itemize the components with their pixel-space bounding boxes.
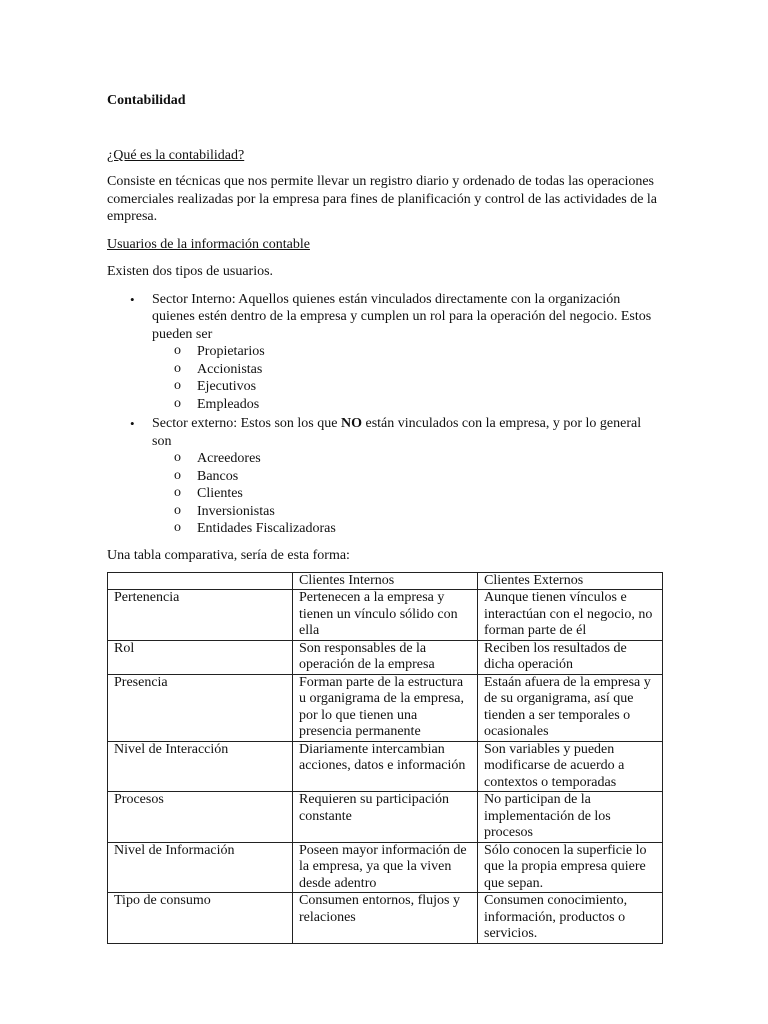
circle-bullet-icon: o	[174, 467, 181, 483]
circle-bullet-icon: o	[174, 450, 181, 465]
table-row	[108, 640, 663, 674]
table-row-label: Presencia	[108, 674, 293, 741]
circle-bullet-icon: o	[174, 343, 181, 358]
table-row	[108, 842, 663, 893]
list-item	[152, 468, 663, 486]
table-cell: Poseen mayor información de la empresa, ya que la viven desde adentro	[293, 842, 478, 893]
list-item	[152, 396, 663, 414]
table-cell: Consumen entornos, flujos y relaciones	[293, 893, 478, 944]
circle-bullet-icon: o	[174, 520, 181, 535]
sector-internal-text: Sector Interno: Aquellos quienes están vinculados directamente con la organización quienes estén dentro de la empresa y cumplen un rol para la operación del negocio. Estos pueden ser	[152, 291, 652, 342]
table-row-label: Nivel de Información	[108, 842, 293, 893]
list-item-label: Clientes	[197, 486, 243, 501]
table-row	[108, 590, 663, 641]
table-header-cell: Clientes Internos	[293, 572, 478, 590]
table-cell: Son responsables de la operación de la empresa	[293, 640, 478, 674]
list-item	[152, 378, 663, 396]
table-intro: Una tabla comparativa, sería de esta forma:	[107, 547, 350, 563]
circle-bullet-icon: o	[174, 395, 181, 411]
circle-bullet-icon: o	[174, 502, 181, 518]
table-row-label: Procesos	[108, 792, 293, 843]
table-cell: Son variables y pueden modificarse de acuerdo a contextos o temporadas	[478, 741, 663, 792]
table-cell: Sólo conocen la superficie lo que la propia empresa quiere que sepan.	[478, 842, 663, 893]
document-title: Contabilidad	[107, 93, 186, 108]
list-item-label: Acreedores	[197, 451, 261, 466]
sector-list	[107, 291, 663, 538]
table-row-label: Pertenencia	[108, 590, 293, 641]
list-item-label: Entidades Fiscalizadoras	[197, 521, 336, 536]
list-item-label: Empleados	[197, 396, 260, 412]
table-cell: Pertenecen a la empresa y tienen un vínculo sólido con ella	[293, 590, 478, 641]
table-body	[108, 590, 663, 944]
table-row-label: Nivel de Interacción	[108, 741, 293, 792]
list-item-label: Propietarios	[197, 344, 265, 359]
list-item-label: Accionistas	[197, 361, 263, 377]
bullet-icon: •	[130, 416, 135, 431]
bullet-icon: •	[130, 291, 135, 307]
users-heading: Usuarios de la información contable	[107, 236, 310, 252]
table-header-cell: Clientes Externos	[478, 572, 663, 590]
list-item	[152, 485, 663, 503]
table-row-label: Rol	[108, 640, 293, 674]
users-intro: Existen dos tipos de usuarios.	[107, 263, 274, 279]
list-item	[152, 450, 663, 468]
table-cell: Aunque tienen vínculos e interactúan con el negocio, no forman parte de él	[478, 590, 663, 641]
document-body	[107, 92, 663, 944]
list-item	[152, 343, 663, 361]
table-cell: Diariamente intercambian acciones, datos e información	[293, 741, 478, 792]
table-row	[108, 741, 663, 792]
definition-paragraph: Consiste en técnicas que nos permite llevar un registro diario y ordenado de todas las operaciones comerciales realizadas por la empresa para fines de planificación y control de las actividades de la empresa.	[107, 174, 658, 224]
list-item-label: Inversionistas	[197, 503, 275, 519]
table-cell: Estaán afuera de la empresa y de su organigrama, así que tienden a ser temporales o ocasionales	[478, 674, 663, 741]
table-cell: No participan de la implementación de los procesos	[478, 792, 663, 843]
table-header-row	[108, 572, 663, 590]
list-item	[152, 520, 663, 538]
comparison-table	[107, 572, 663, 944]
circle-bullet-icon: o	[174, 360, 181, 376]
table-cell: Forman parte de la estructura u organigrama de la empresa, por lo que tienen una presencia permanente	[293, 674, 478, 741]
external-subitems	[152, 450, 663, 538]
bold-no: NO	[340, 416, 362, 431]
list-item	[152, 361, 663, 379]
table-row	[108, 792, 663, 843]
circle-bullet-icon: o	[174, 485, 181, 500]
question-heading: ¿Qué es la contabilidad?	[107, 148, 245, 163]
table-cell: Consumen conocimiento, información, productos o servicios.	[478, 893, 663, 944]
internal-subitems	[152, 343, 663, 413]
table-cell: Reciben los resultados de dicha operación	[478, 640, 663, 674]
table-cell: Requieren su participación constante	[293, 792, 478, 843]
sector-external-text: Sector externo: Estos son los que NO están vinculados con la empresa, y por lo general son	[152, 416, 642, 449]
table-row	[108, 674, 663, 741]
circle-bullet-icon: o	[174, 378, 181, 393]
sector-internal-item	[107, 291, 663, 414]
list-item-label: Ejecutivos	[197, 379, 257, 394]
list-item	[152, 503, 663, 521]
table-header-cell	[108, 572, 293, 590]
list-item-label: Bancos	[197, 468, 239, 484]
table-row	[108, 893, 663, 944]
table-row-label: Tipo de consumo	[108, 893, 293, 944]
sector-external-item	[107, 415, 663, 538]
